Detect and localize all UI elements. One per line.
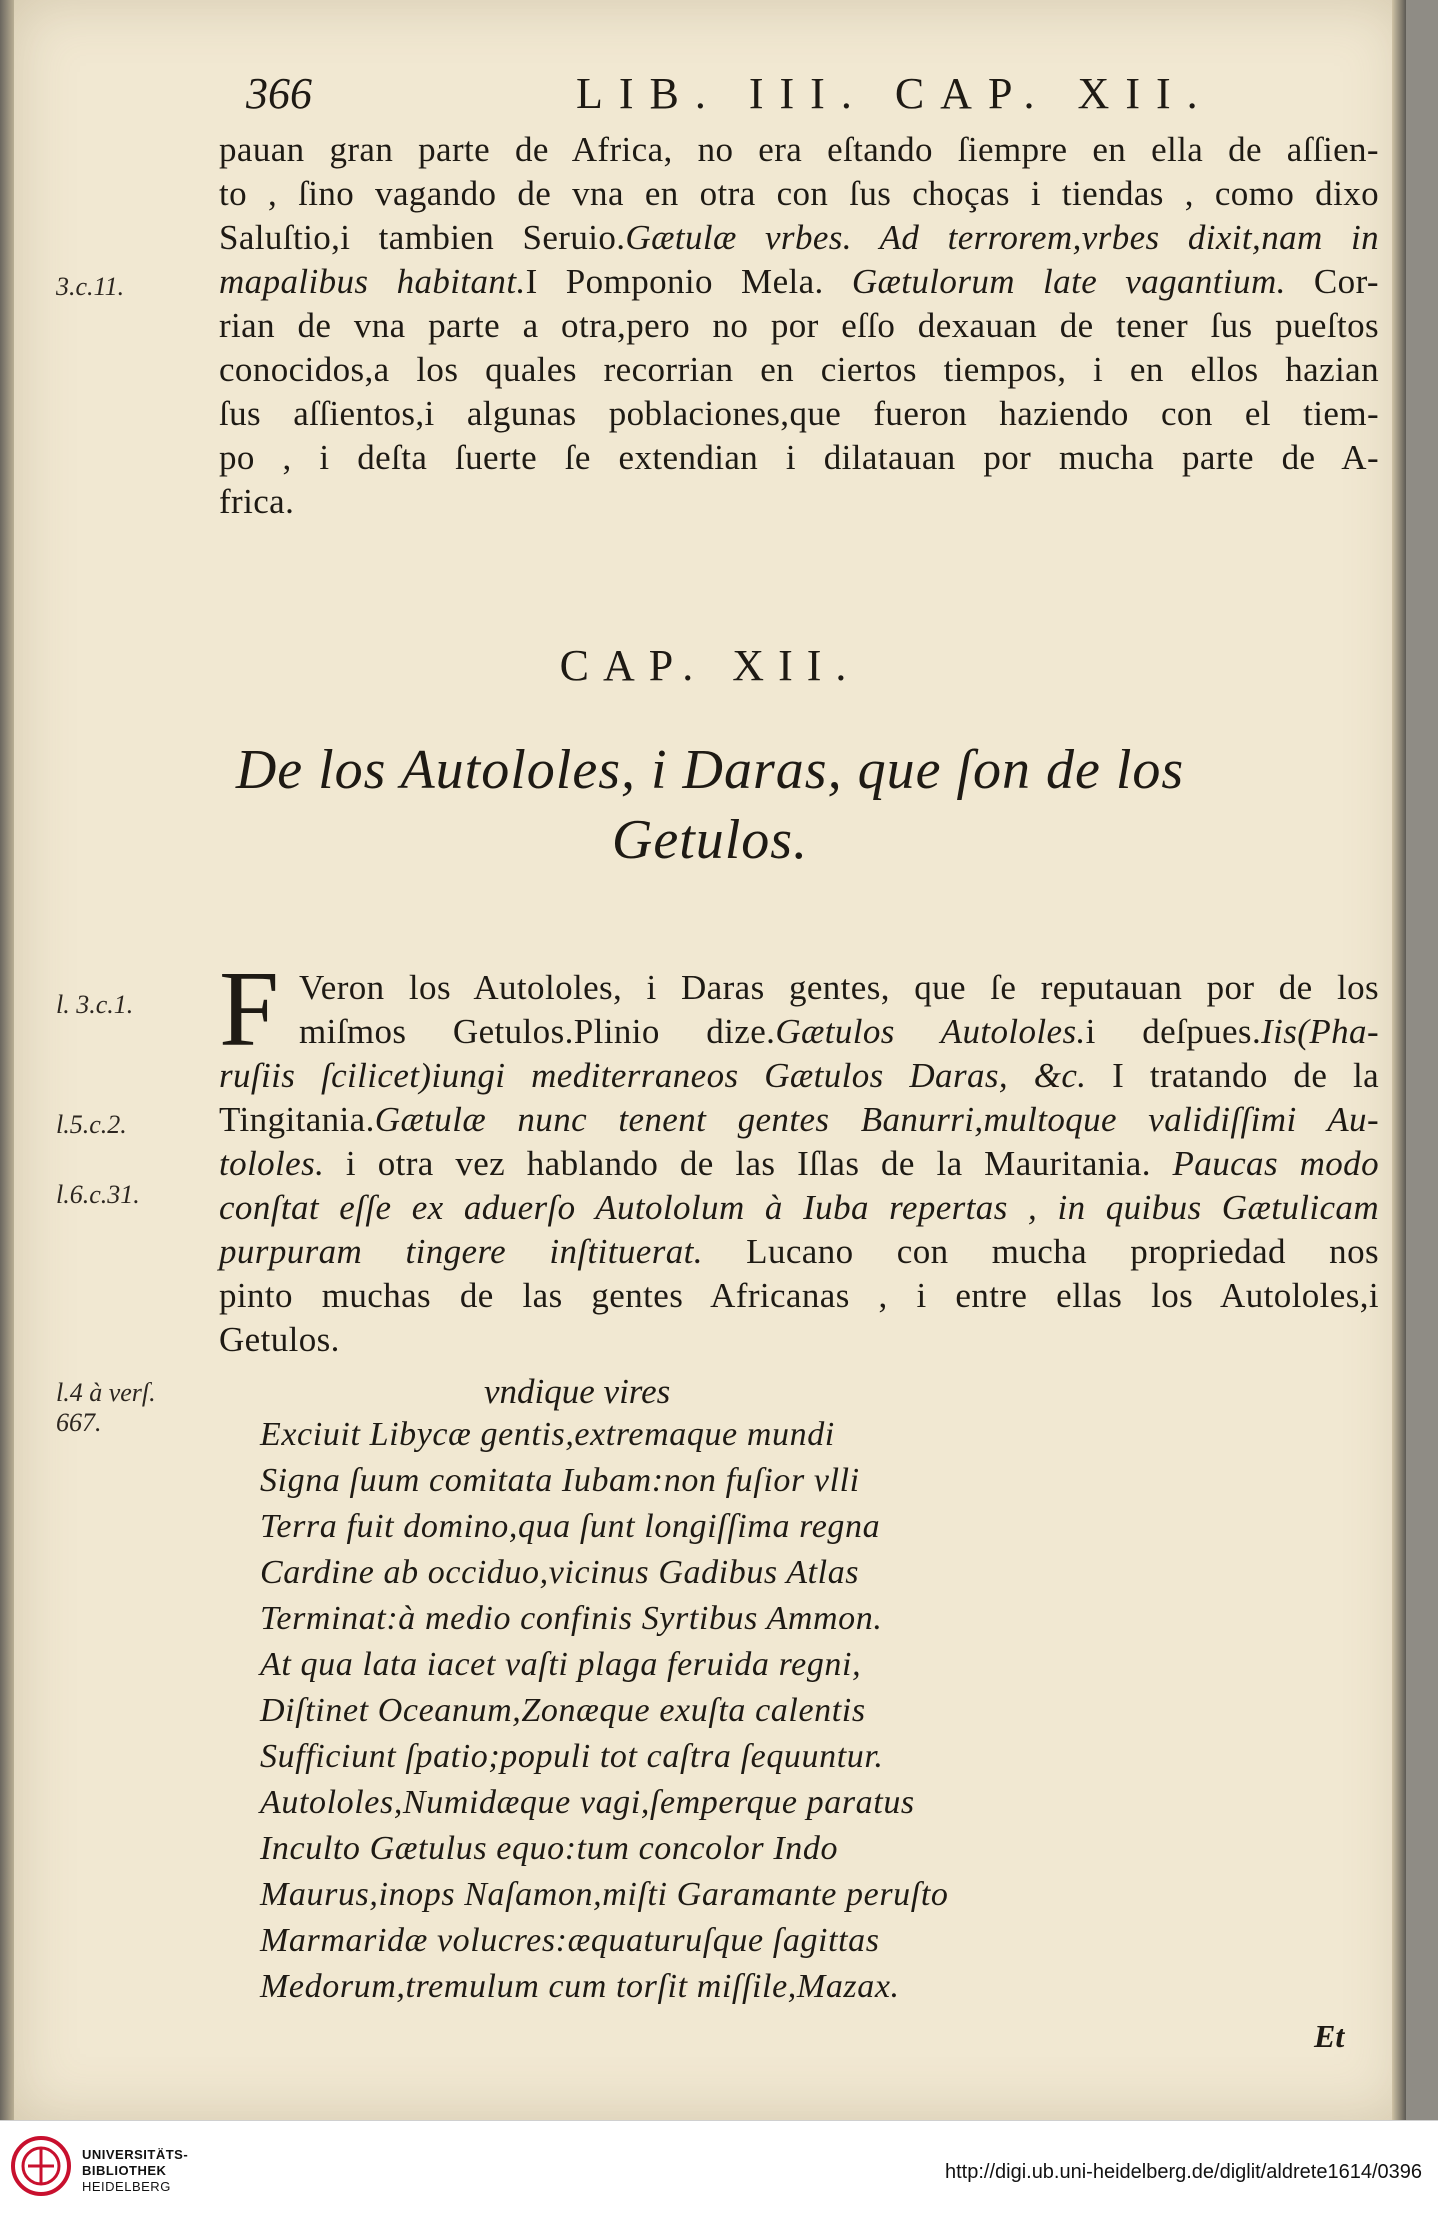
running-head-title: LIB. III. CAP. XII. xyxy=(576,69,1214,118)
text-run: to , ſino vagando de vna en otra con ſus choças i tiendas , como dixo xyxy=(219,174,1379,213)
verse-line: Autololes,Numidæque vagi,ſemperque paratus xyxy=(260,1784,915,1821)
text-line xyxy=(219,392,1379,436)
verse-intro: vndique vires xyxy=(484,1372,671,1411)
italic-quote: ruſiis ſcilicet)iungi mediterraneos Gætulos Daras, &c. xyxy=(219,1056,1087,1095)
chapter-title-line: De los Autololes, i Daras, que ſon de los xyxy=(235,739,1185,801)
verse-line: Exciuit Libycæ gentis,extremaque mundi xyxy=(260,1416,835,1453)
text-run: miſmos Getulos.Plinio dize. xyxy=(299,1012,776,1051)
chapter-heading: CAP. XII. xyxy=(559,641,861,690)
main-paragraph xyxy=(219,966,1379,1362)
text-run: Getulos. xyxy=(219,1320,340,1359)
permalink[interactable]: http://digi.ub.uni-heidelberg.de/diglit/aldrete1614/0396 xyxy=(944,2161,1422,2183)
italic-quote: mapalibus habitant. xyxy=(219,262,526,301)
verse-line: Cardine ab occiduo,vicinus Gadibus Atlas xyxy=(260,1554,860,1591)
viewer-footer xyxy=(0,2120,1438,2236)
verse-line: Marmaridæ volucres:æquaturuſque ſagittas xyxy=(260,1922,880,1959)
text-run: frica. xyxy=(219,482,295,521)
verse-line: Sufficiunt ſpatio;populi tot caſtra ſequuntur. xyxy=(260,1738,884,1775)
text-line xyxy=(219,436,1379,480)
chapter-title-line: Getulos. xyxy=(611,809,809,871)
text-run: Saluſtio,i tambien Seruio. xyxy=(219,218,626,257)
italic-quote: conſtat eſſe ex aduerſo Autololum à Iuba repertas , in quibus Gætulicam xyxy=(219,1188,1379,1227)
margin-note: l. 3.c.1. xyxy=(56,990,134,1019)
text-run: ſus aſſientos,i algunas poblaciones,que fueron haziendo con el tiem- xyxy=(219,394,1379,433)
text-run: i deſpues. xyxy=(1085,1012,1262,1051)
margin-note: l.6.c.31. xyxy=(56,1180,140,1209)
italic-quote: Gætulorum late vagantium. xyxy=(851,262,1286,301)
verse-line: Maurus,inops Naſamon,miſti Garamante peruſto xyxy=(260,1876,949,1913)
text-run: rian de vna parte a otra,pero no por eſſo dexauan de tener ſus pueſtos xyxy=(219,306,1379,345)
margin-note: 3.c.11. xyxy=(56,272,125,301)
verse-line: Terra fuit domino,qua ſunt longiſſima regna xyxy=(260,1508,881,1545)
verse-line: At qua lata iacet vaſti plaga feruida regni, xyxy=(260,1646,862,1683)
margin-note-line: 667. xyxy=(56,1408,102,1437)
page-left-edge xyxy=(0,0,14,2120)
text-line xyxy=(219,1054,1379,1098)
text-run: Veron los Autololes, i Daras gentes, que ſe reputauan por de los xyxy=(299,968,1379,1007)
text-run: i otra vez hablando de las Iſlas de la Mauritania. xyxy=(324,1144,1173,1183)
text-line xyxy=(219,304,1379,348)
text-run: po , i deſta ſuerte ſe extendian i dilatauan por mucha parte de A- xyxy=(219,438,1379,477)
margin-note: l.5.c.2. xyxy=(56,1110,127,1139)
verse-line: Medorum,tremulum cum torſit miſſile,Mazax. xyxy=(260,1968,900,2005)
text-run: Tingitania. xyxy=(219,1100,375,1139)
text-line xyxy=(219,348,1379,392)
verse-line: Terminat:à medio confinis Syrtibus Ammon. xyxy=(260,1600,883,1637)
text-line xyxy=(219,480,1379,524)
institution-line: UNIVERSITÄTS- xyxy=(82,2147,189,2162)
text-run: pauan gran parte de Africa, no era eſtando ſiempre en ella de aſſien- xyxy=(219,130,1379,169)
italic-quote: Gætulos Autololes. xyxy=(775,1012,1086,1051)
text-line xyxy=(219,1186,1379,1230)
text-line xyxy=(219,128,1379,172)
institution-name xyxy=(82,2147,188,2195)
text-line xyxy=(219,1142,1379,1186)
text-line xyxy=(219,1010,1379,1054)
preceding-paragraph xyxy=(219,128,1379,524)
university-seal-icon xyxy=(10,2135,72,2197)
text-line xyxy=(219,966,1379,1010)
text-line xyxy=(219,1098,1379,1142)
chapter-title xyxy=(14,735,1406,875)
verse-line: Inculto Gætulus equo:tum concolor Indo xyxy=(260,1830,839,1867)
running-head xyxy=(246,68,1366,128)
text-run: pinto muchas de las gentes Africanas , i entre ellas los Autololes,i xyxy=(219,1276,1379,1315)
text-line xyxy=(219,1318,1379,1362)
book-page xyxy=(14,0,1406,2120)
text-run: I Pomponio Mela. xyxy=(525,262,852,301)
verse-block xyxy=(260,1412,948,2010)
catchword: Et xyxy=(1314,2018,1345,2054)
margin-note xyxy=(56,1378,156,1438)
text-run: Lucano con mucha propriedad nos xyxy=(702,1232,1379,1271)
text-line xyxy=(219,1274,1379,1318)
verse-line: Diſtinet Oceanum,Zonæque exuſta calentis xyxy=(260,1692,866,1729)
margin-note-line: l.4 à verſ. xyxy=(56,1378,156,1407)
page-number: 366 xyxy=(246,69,312,118)
italic-quote: Paucas modo xyxy=(1172,1144,1379,1183)
italic-quote: purpuram tingere inſtituerat. xyxy=(219,1232,703,1271)
text-line xyxy=(219,172,1379,216)
text-line xyxy=(219,216,1379,260)
text-line xyxy=(219,1230,1379,1274)
text-line xyxy=(219,260,1379,304)
text-run: Cor- xyxy=(1285,262,1379,301)
italic-quote: Gætulæ vrbes. Ad terrorem,vrbes dixit,nam in xyxy=(625,218,1379,257)
text-run: conocidos,a los quales recorrian en ciertos tiempos, i en ellos hazian xyxy=(219,350,1379,389)
italic-quote: tololes. xyxy=(219,1144,325,1183)
verse-line: Signa ſuum comitata Iubam:non fuſior vlli xyxy=(260,1462,860,1499)
institution-line: BIBLIOTHEK xyxy=(82,2163,167,2178)
italic-quote: Gætulæ nunc tenent gentes Banurri,multoque validiſſimi Au- xyxy=(374,1100,1379,1139)
text-run: I tratando de la xyxy=(1086,1056,1380,1095)
drop-capital: F xyxy=(219,950,280,1069)
italic-quote: Iis(Pha- xyxy=(1261,1012,1379,1051)
institution-line: HEIDELBERG xyxy=(82,2179,171,2194)
page-right-edge xyxy=(1392,0,1406,2120)
